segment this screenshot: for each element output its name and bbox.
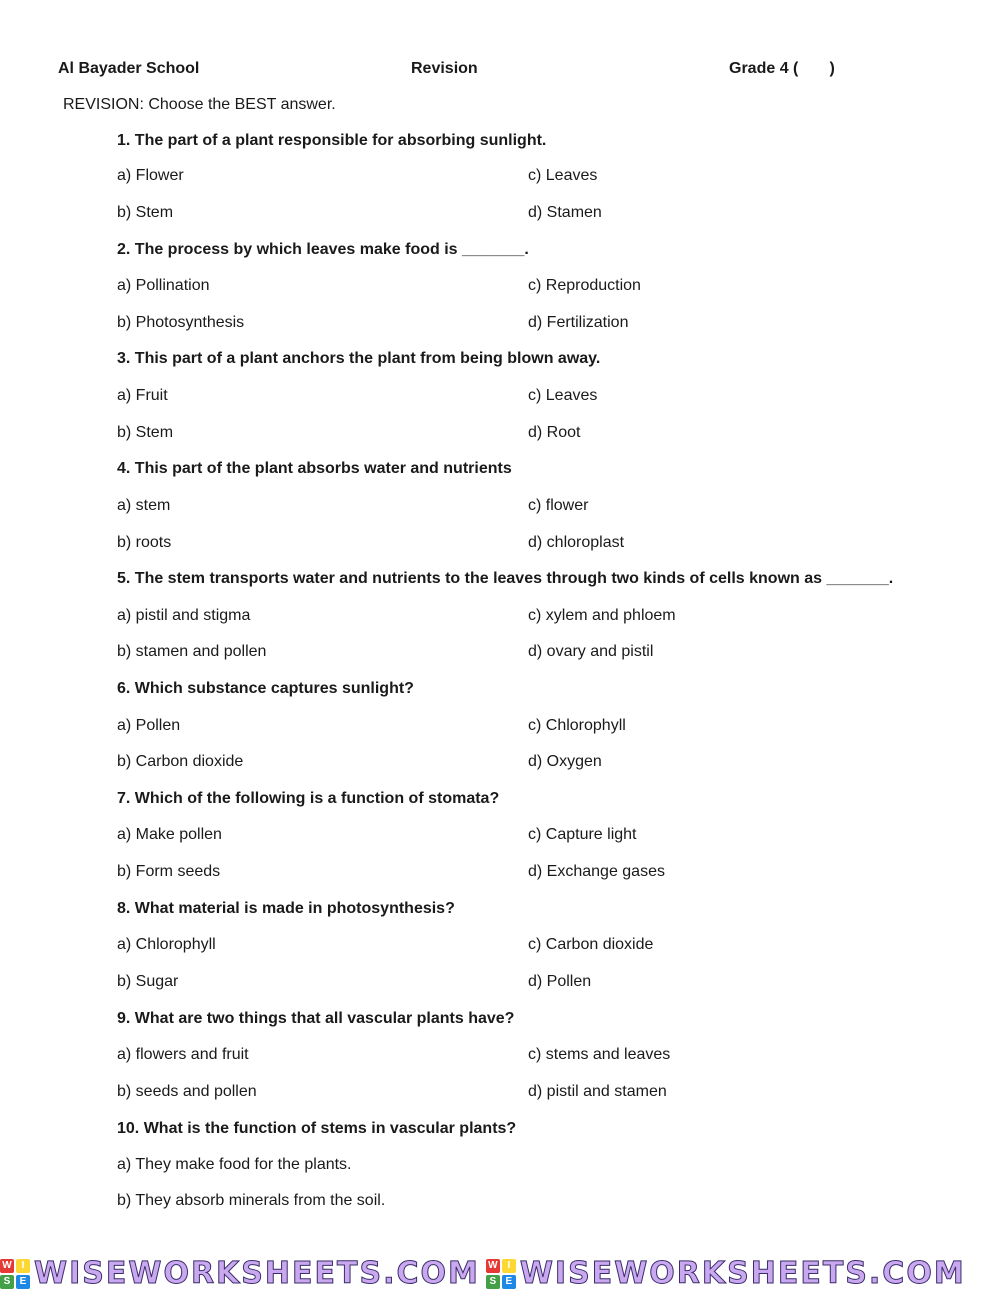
question-5-option-c[interactable]: c) xylem and phloem	[528, 607, 676, 624]
question-6-option-c[interactable]: c) Chlorophyll	[528, 717, 626, 734]
instructions: REVISION: Choose the BEST answer.	[63, 96, 336, 113]
question-5-option-a[interactable]: a) pistil and stigma	[117, 607, 251, 624]
question-10-option-b[interactable]: b) They absorb minerals from the soil.	[117, 1192, 386, 1209]
question-9-stem: 9. What are two things that all vascular plants have?	[117, 1010, 515, 1027]
logo-letter: S	[486, 1275, 500, 1289]
question-5-option-d[interactable]: d) ovary and pistil	[528, 643, 654, 660]
question-6-stem: 6. Which substance captures sunlight?	[117, 680, 414, 697]
question-5-option-b[interactable]: b) stamen and pollen	[117, 643, 267, 660]
question-7-option-a[interactable]: a) Make pollen	[117, 826, 222, 843]
question-3-option-a[interactable]: a) Fruit	[117, 387, 168, 404]
question-9-option-d[interactable]: d) pistil and stamen	[528, 1083, 667, 1100]
brand-logo-2	[486, 1256, 966, 1291]
logo-letter: E	[16, 1275, 30, 1289]
school-name: Al Bayader School	[58, 60, 200, 77]
question-8-option-d[interactable]: d) Pollen	[528, 973, 592, 990]
question-2-option-d[interactable]: d) Fertilization	[528, 314, 629, 331]
logo-letter: W	[486, 1259, 500, 1273]
logo-letter: W	[0, 1259, 14, 1273]
question-4-stem: 4. This part of the plant absorbs water and nutrients	[117, 460, 512, 477]
logo-grid-icon	[486, 1259, 516, 1289]
question-1-option-b[interactable]: b) Stem	[117, 204, 174, 221]
question-2-option-a[interactable]: a) Pollination	[117, 277, 210, 294]
question-4-option-a[interactable]: a) stem	[117, 497, 171, 514]
question-9-option-c[interactable]: c) stems and leaves	[528, 1046, 671, 1063]
question-3-option-c[interactable]: c) Leaves	[528, 387, 598, 404]
question-8-stem: 8. What material is made in photosynthesis?	[117, 900, 455, 917]
question-7-option-d[interactable]: d) Exchange gases	[528, 863, 665, 880]
logo-letter: I	[502, 1259, 516, 1273]
question-8-option-a[interactable]: a) Chlorophyll	[117, 936, 216, 953]
question-2-option-b[interactable]: b) Photosynthesis	[117, 314, 245, 331]
question-2-stem: 2. The process by which leaves make food is _______.	[117, 241, 529, 258]
question-7-option-c[interactable]: c) Capture light	[528, 826, 637, 843]
logo-letter: E	[502, 1275, 516, 1289]
question-8-option-b[interactable]: b) Sugar	[117, 973, 179, 990]
question-6-option-b[interactable]: b) Carbon dioxide	[117, 753, 244, 770]
question-4-option-c[interactable]: c) flower	[528, 497, 589, 514]
brand-logo-1	[0, 1256, 480, 1291]
question-7-stem: 7. Which of the following is a function of stomata?	[117, 790, 500, 807]
question-1-option-c[interactable]: c) Leaves	[528, 167, 598, 184]
question-4-option-d[interactable]: d) chloroplast	[528, 534, 625, 551]
question-10-stem: 10. What is the function of stems in vascular plants?	[117, 1120, 517, 1137]
brand-text: WISEWORKSHEETS.COM	[34, 1256, 480, 1291]
logo-grid-icon	[0, 1259, 30, 1289]
question-9-option-a[interactable]: a) flowers and fruit	[117, 1046, 249, 1063]
question-2-option-c[interactable]: c) Reproduction	[528, 277, 641, 294]
question-6-option-d[interactable]: d) Oxygen	[528, 753, 602, 770]
question-4-option-b[interactable]: b) roots	[117, 534, 172, 551]
question-3-stem: 3. This part of a plant anchors the plant from being blown away.	[117, 350, 601, 367]
question-5-stem: 5. The stem transports water and nutrients to the leaves through two kinds of cells known as _______.	[117, 570, 894, 587]
question-3-option-d[interactable]: d) Root	[528, 424, 581, 441]
brand-text: WISEWORKSHEETS.COM	[519, 1256, 966, 1291]
question-7-option-b[interactable]: b) Form seeds	[117, 863, 221, 880]
question-3-option-b[interactable]: b) Stem	[117, 424, 174, 441]
logo-letter: S	[0, 1275, 14, 1289]
question-10-option-a[interactable]: a) They make food for the plants.	[117, 1156, 352, 1173]
question-8-option-c[interactable]: c) Carbon dioxide	[528, 936, 654, 953]
question-1-option-d[interactable]: d) Stamen	[528, 204, 602, 221]
question-6-option-a[interactable]: a) Pollen	[117, 717, 181, 734]
question-9-option-b[interactable]: b) seeds and pollen	[117, 1083, 257, 1100]
footer-watermark	[0, 1256, 1000, 1291]
worksheet-title: Revision	[411, 60, 478, 77]
logo-letter: I	[16, 1259, 30, 1273]
question-1-stem: 1. The part of a plant responsible for absorbing sunlight.	[117, 132, 547, 149]
grade-label: Grade 4 ( )	[729, 60, 835, 77]
question-1-option-a[interactable]: a) Flower	[117, 167, 184, 184]
